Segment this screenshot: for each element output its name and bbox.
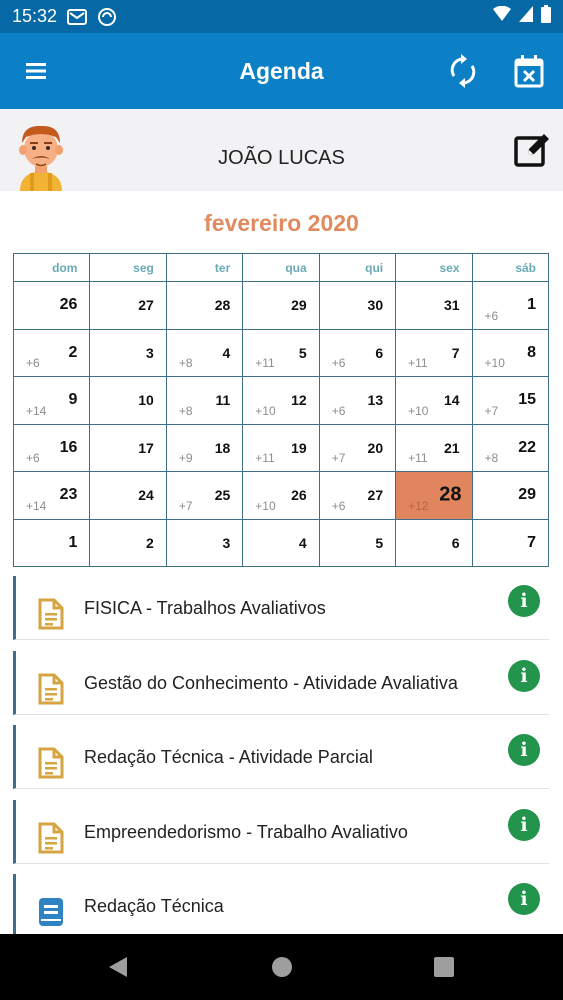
calendar-day-cell[interactable] bbox=[166, 282, 242, 330]
calendar-grid bbox=[13, 253, 549, 567]
calendar-day-cell[interactable] bbox=[319, 519, 395, 567]
calendar-day-cell[interactable] bbox=[14, 282, 90, 330]
calendar-week-row bbox=[14, 472, 549, 520]
calendar-day-cell[interactable] bbox=[90, 282, 166, 330]
event-item[interactable] bbox=[13, 800, 549, 864]
day-number: 20 bbox=[367, 439, 384, 456]
day-number: 14 bbox=[443, 392, 460, 409]
calendar-day-cell[interactable] bbox=[243, 424, 319, 472]
calendar-day-cell[interactable] bbox=[319, 329, 395, 377]
weekday-header: sex bbox=[396, 254, 472, 282]
day-number: 2 bbox=[68, 343, 78, 361]
calendar-day-cell[interactable] bbox=[14, 519, 90, 567]
info-icon[interactable]: i bbox=[508, 883, 540, 915]
day-event-count: +14 bbox=[26, 498, 47, 513]
event-title: FISICA - Trabalhos Avaliativos bbox=[84, 598, 326, 618]
day-number: 6 bbox=[451, 534, 460, 551]
calendar-day-cell[interactable] bbox=[14, 472, 90, 520]
day-number: 16 bbox=[59, 438, 78, 456]
app-title: Agenda bbox=[239, 57, 324, 84]
calendar-day-cell[interactable] bbox=[472, 377, 548, 425]
home-icon[interactable] bbox=[269, 954, 295, 980]
refresh-icon[interactable] bbox=[446, 53, 480, 89]
day-number: 25 bbox=[214, 487, 231, 504]
event-item[interactable] bbox=[13, 651, 549, 715]
calendar-day-cell[interactable] bbox=[90, 424, 166, 472]
day-number: 1 bbox=[68, 533, 78, 551]
day-number: 23 bbox=[59, 486, 78, 504]
day-event-count: +9 bbox=[178, 451, 193, 466]
calendar-day-cell[interactable] bbox=[243, 377, 319, 425]
calendar-day-cell[interactable] bbox=[396, 282, 472, 330]
day-event-count: +6 bbox=[26, 451, 40, 466]
day-event-count: +7 bbox=[331, 451, 346, 466]
day-number: 22 bbox=[518, 438, 536, 456]
day-number: 28 bbox=[439, 483, 462, 506]
calendar-day-cell[interactable] bbox=[14, 424, 90, 472]
calendar-day-selected[interactable] bbox=[396, 472, 472, 520]
day-number: 26 bbox=[59, 296, 78, 314]
calendar-day-cell[interactable] bbox=[90, 519, 166, 567]
weekday-header: qua bbox=[243, 254, 319, 282]
event-title: Gestão do Conhecimento - Atividade Avaliativa bbox=[84, 672, 458, 693]
day-event-count: +6 bbox=[331, 403, 346, 418]
document-icon bbox=[38, 747, 64, 779]
day-number: 7 bbox=[451, 344, 460, 361]
day-number: 4 bbox=[222, 344, 231, 361]
status-time: 15:32 bbox=[12, 6, 58, 26]
day-event-count: +6 bbox=[26, 356, 40, 371]
event-title: Empreendedorismo - Trabalho Avaliativo bbox=[84, 821, 408, 842]
calendar-day-cell[interactable] bbox=[166, 519, 242, 567]
calendar-day-cell[interactable] bbox=[166, 472, 242, 520]
calendar-day-cell[interactable] bbox=[472, 424, 548, 472]
weekday-header: seg bbox=[90, 254, 166, 282]
day-number: 26 bbox=[291, 487, 307, 504]
calendar-day-cell[interactable] bbox=[396, 519, 472, 567]
calendar-close-icon[interactable] bbox=[512, 53, 546, 89]
weekday-header: ter bbox=[166, 254, 242, 282]
day-event-count: +8 bbox=[178, 356, 193, 371]
day-event-count: +10 bbox=[408, 403, 429, 418]
calendar-day-cell[interactable] bbox=[396, 329, 472, 377]
day-event-count: +10 bbox=[484, 356, 505, 371]
day-number: 11 bbox=[215, 392, 231, 409]
day-number: 1 bbox=[527, 296, 536, 314]
menu-icon[interactable] bbox=[22, 57, 54, 85]
calendar-day-cell[interactable] bbox=[90, 329, 166, 377]
info-icon[interactable]: i bbox=[508, 734, 540, 766]
calendar-day-cell[interactable] bbox=[90, 377, 166, 425]
day-event-count: +10 bbox=[255, 403, 276, 418]
weekday-header: dom bbox=[14, 254, 90, 282]
day-number: 10 bbox=[138, 392, 154, 409]
day-number: 21 bbox=[443, 439, 460, 456]
status-bar bbox=[0, 0, 563, 33]
day-number: 24 bbox=[138, 487, 154, 504]
day-number: 19 bbox=[291, 439, 307, 456]
day-number: 27 bbox=[367, 487, 384, 504]
document-icon bbox=[38, 598, 64, 630]
document-icon bbox=[38, 822, 64, 854]
calendar-day-cell[interactable] bbox=[243, 329, 319, 377]
calendar-week-row bbox=[14, 329, 549, 377]
recents-icon[interactable] bbox=[431, 954, 457, 980]
event-item[interactable] bbox=[13, 576, 549, 640]
day-event-count: +11 bbox=[255, 356, 275, 371]
day-number: 29 bbox=[518, 486, 536, 504]
calendar-day-cell[interactable] bbox=[319, 377, 395, 425]
day-number: 15 bbox=[518, 391, 536, 409]
day-number: 12 bbox=[291, 392, 307, 409]
gmail-icon bbox=[67, 7, 87, 27]
month-title: fevereiro 2020 bbox=[204, 210, 359, 236]
calendar-day-cell[interactable] bbox=[166, 377, 242, 425]
day-event-count: +11 bbox=[408, 451, 428, 466]
profile-header bbox=[0, 109, 563, 191]
day-number: 17 bbox=[138, 439, 154, 456]
calendar-body bbox=[14, 282, 549, 567]
user-name: JOÃO LUCAS bbox=[218, 147, 345, 169]
event-title: Redação Técnica - Atividade Parcial bbox=[84, 747, 373, 767]
calendar-week-row bbox=[14, 424, 549, 472]
app-bar bbox=[0, 33, 563, 109]
day-event-count: +6 bbox=[331, 498, 346, 513]
calendar-day-cell[interactable] bbox=[243, 519, 319, 567]
day-number: 3 bbox=[146, 344, 154, 361]
calendar-day-cell[interactable] bbox=[472, 519, 548, 567]
calendar-day-cell[interactable] bbox=[166, 329, 242, 377]
day-event-count: +7 bbox=[484, 403, 499, 418]
day-number: 27 bbox=[138, 297, 154, 314]
calendar-day-cell[interactable] bbox=[14, 377, 90, 425]
day-number: 18 bbox=[214, 439, 231, 456]
day-number: 7 bbox=[527, 533, 536, 551]
sync-status-icon bbox=[97, 7, 117, 27]
info-icon[interactable]: i bbox=[508, 585, 540, 617]
info-icon[interactable]: i bbox=[508, 809, 540, 841]
calendar-day-cell[interactable] bbox=[319, 282, 395, 330]
weekday-header: sáb bbox=[472, 254, 548, 282]
day-event-count: +7 bbox=[178, 498, 193, 513]
calendar-day-cell[interactable] bbox=[319, 472, 395, 520]
day-number: 9 bbox=[68, 391, 78, 409]
calendar-week-row bbox=[14, 519, 549, 567]
day-number: 29 bbox=[291, 297, 307, 314]
edit-icon[interactable] bbox=[513, 131, 551, 169]
day-number: 2 bbox=[146, 534, 154, 551]
calendar-day-cell[interactable] bbox=[396, 424, 472, 472]
day-number: 4 bbox=[298, 534, 307, 551]
battery-icon bbox=[541, 5, 551, 28]
info-icon[interactable]: i bbox=[508, 660, 540, 692]
day-event-count: +10 bbox=[255, 498, 276, 513]
calendar-day-cell[interactable] bbox=[90, 472, 166, 520]
calendar-day-cell[interactable] bbox=[472, 282, 548, 330]
day-number: 5 bbox=[298, 344, 307, 361]
day-event-count: +12 bbox=[408, 498, 429, 513]
signal-icon bbox=[519, 6, 533, 27]
weekday-header: qui bbox=[319, 254, 395, 282]
calendar-day-cell[interactable] bbox=[243, 472, 319, 520]
day-number: 5 bbox=[375, 534, 384, 551]
day-number: 6 bbox=[375, 344, 384, 361]
calendar-day-cell[interactable] bbox=[166, 424, 242, 472]
calendar-day-cell[interactable] bbox=[243, 282, 319, 330]
calendar-day-cell[interactable] bbox=[472, 472, 548, 520]
day-event-count: +8 bbox=[484, 451, 499, 466]
day-number: 31 bbox=[443, 297, 460, 314]
calendar-week-row bbox=[14, 282, 549, 330]
calendar-day-cell[interactable] bbox=[319, 424, 395, 472]
calendar-day-cell[interactable] bbox=[14, 329, 90, 377]
wifi-icon bbox=[493, 6, 511, 27]
weekday-header-row bbox=[14, 254, 549, 282]
event-title: Redação Técnica bbox=[84, 896, 224, 916]
day-number: 13 bbox=[367, 392, 384, 409]
events-list bbox=[13, 576, 549, 949]
calendar-week-row bbox=[14, 377, 549, 425]
navigation-bar bbox=[0, 934, 563, 1000]
back-icon[interactable] bbox=[105, 954, 131, 980]
document-icon bbox=[38, 673, 64, 705]
day-event-count: +14 bbox=[26, 403, 47, 418]
book-icon bbox=[38, 896, 64, 928]
calendar-day-cell[interactable] bbox=[472, 329, 548, 377]
day-event-count: +11 bbox=[408, 356, 428, 371]
day-number: 30 bbox=[367, 297, 384, 314]
day-number: 3 bbox=[222, 534, 231, 551]
day-number: 28 bbox=[214, 297, 231, 314]
day-event-count: +6 bbox=[331, 356, 346, 371]
day-event-count: +8 bbox=[178, 403, 193, 418]
day-number: 8 bbox=[527, 343, 536, 361]
day-event-count: +6 bbox=[484, 308, 499, 323]
day-event-count: +11 bbox=[255, 451, 275, 466]
event-item[interactable] bbox=[13, 725, 549, 789]
calendar-day-cell[interactable] bbox=[396, 377, 472, 425]
event-item[interactable] bbox=[13, 874, 549, 938]
